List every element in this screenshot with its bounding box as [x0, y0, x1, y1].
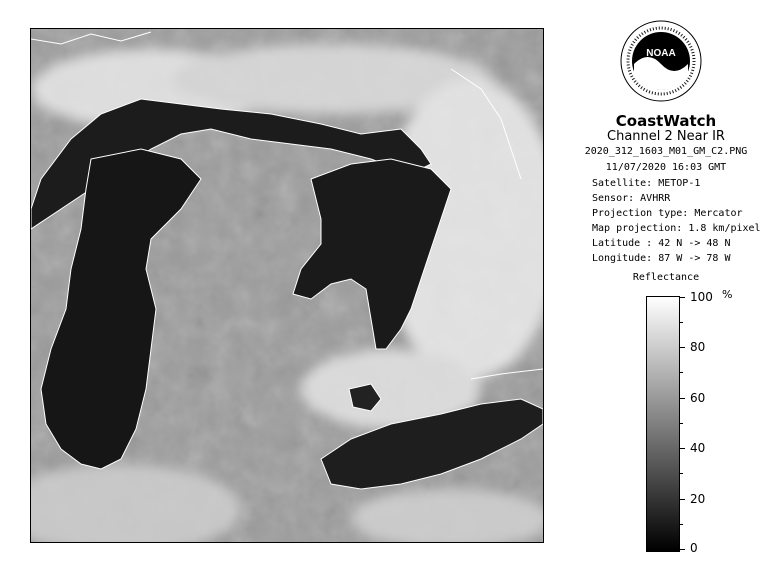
filename-label: 2020_312_1603_M01_GM_C2.PNG: [584, 146, 748, 157]
colorbar-tick: [679, 549, 685, 550]
colorbar-tick: [679, 448, 685, 449]
great-lakes-map: [31, 29, 543, 542]
colorbar-tick: [679, 347, 685, 348]
colorbar-minor-tick: [679, 372, 683, 373]
longitude-label: Longitude: 87 W -> 78 W: [592, 253, 731, 264]
colorbar-minor-tick: [679, 473, 683, 474]
colorbar-tick-label: 0: [690, 541, 698, 555]
noaa-logo: [620, 20, 702, 102]
colorbar-tick-label: 100: [690, 290, 713, 304]
datetime-label: 11/07/2020 16:03 GMT: [605, 162, 727, 173]
sensor-label: Sensor: AVHRR: [592, 193, 671, 204]
colorbar-tick: [679, 499, 685, 500]
noaa-logo-text: NOAA: [646, 48, 676, 59]
latitude-label: Latitude : 42 N -> 48 N: [592, 238, 731, 249]
reflectance-colorbar: [646, 296, 680, 552]
colorbar-minor-tick: [679, 322, 683, 323]
projection-type-label: Projection type: Mercator: [592, 208, 743, 219]
colorbar-tick: [679, 297, 685, 298]
colorbar-tick: [679, 398, 685, 399]
colorbar-minor-tick: [679, 524, 683, 525]
legend-title: Reflectance: [632, 272, 700, 283]
map-projection-label: Map projection: 1.8 km/pixel: [592, 223, 761, 234]
satellite-image: [30, 28, 544, 543]
colorbar-tick-label: 20: [690, 492, 706, 506]
colorbar-tick-label: 60: [690, 391, 706, 405]
product-title: CoastWatch: [615, 112, 717, 130]
colorbar-minor-tick: [679, 423, 683, 424]
colorbar-tick-label: 80: [690, 340, 706, 354]
channel-label: Channel 2 Near IR: [607, 129, 725, 144]
colorbar-unit: %: [722, 288, 733, 301]
colorbar-tick-label: 40: [690, 441, 706, 455]
satellite-label: Satellite: METOP-1: [592, 178, 701, 189]
